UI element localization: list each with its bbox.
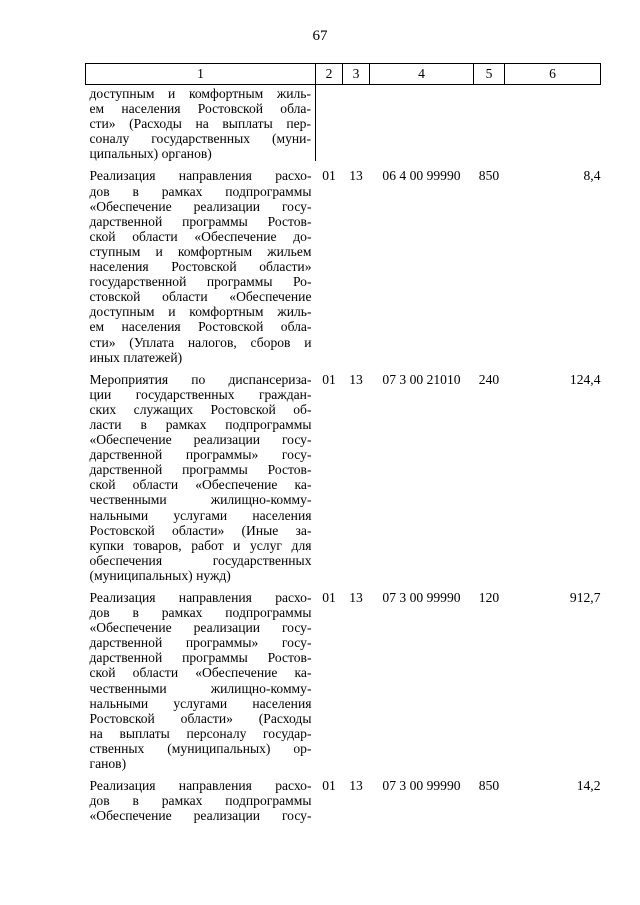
description-line: ласти в рамках подпрограммы [89,416,312,432]
header-col-1: 1 [86,64,316,85]
description-line: дов в рамках подпрограммы [89,183,312,199]
row-subsection-code [343,85,370,162]
header-col-5: 5 [474,64,505,85]
description-line: нальными услугами населения [89,695,312,711]
row-target-article: 07 3 00 21010 [382,371,461,387]
row-amount: 912,7 [569,590,601,605]
description-line: нальными услугами населения [89,507,312,523]
row-amount: 14,2 [576,778,601,794]
description-line: дарственной программы Ростов- [89,213,312,229]
row-section-code: 01 [322,168,336,184]
row-subsection-code: 13 [349,778,363,794]
description-line: купки товаров, работ и услуг для [89,537,312,553]
description-line: соналу государственных (муни- [89,131,311,147]
row-description [86,161,316,364]
table-row [86,771,601,823]
row-section-code: 01 [322,590,336,605]
header-col-4: 4 [370,64,474,85]
table-body [86,85,601,824]
description-line: сти» (Расходы на выплаты пер- [89,116,311,132]
row-expense-type: 850 [478,778,500,794]
description-line: Реализация направления расхо- [89,590,312,605]
row-amount: 124,4 [569,371,601,387]
description-line: «Обеспечение реализации госу- [89,432,312,448]
row-section-code [316,85,343,162]
header-col-3: 3 [343,64,370,85]
row-section-code: 01 [322,371,336,387]
row-amount [505,85,601,162]
table-row [86,161,601,364]
description-line: Ростовской области» (Иные за- [89,522,312,538]
description-line: дарственной программы Ростов- [89,462,312,478]
description-line: дарственной программы» госу- [89,635,312,651]
row-subsection-code: 13 [349,371,363,387]
description-line: Реализация направления расхо- [89,168,312,184]
description-line: обеспечения государственных [89,552,312,568]
description-line: дарственной программы» госу- [89,447,312,463]
row-expense-type: 850 [478,168,500,184]
description-line: ципальных) органов) [89,146,212,162]
description-line: ем населения Ростовской обла- [89,101,311,117]
table-row [86,365,601,583]
row-expense-type [474,85,505,162]
row-description [86,771,316,823]
row-section-code: 01 [322,778,336,794]
description-line: (муниципальных) нужд) [89,567,231,583]
row-target-article: 07 3 00 99990 [382,778,461,794]
page-number: 67 [312,28,328,44]
description-line: ской области «Обеспечение ка- [89,665,312,681]
description-line: Ростовской области» (Расходы [89,710,312,726]
description-line: дов в рамках подпрограммы [89,793,312,809]
header-col-2: 2 [316,64,343,85]
description-line: доступным и комфортным жиль- [89,86,311,101]
description-line: иных платежей) [89,349,183,365]
row-target-article: 06 4 00 99990 [382,168,461,184]
description-line: чественными жилищно-комму- [89,492,312,508]
description-line: на выплаты персоналу государ- [89,725,312,741]
description-line: «Обеспечение реализации госу- [89,198,312,214]
row-subsection-code: 13 [349,590,363,605]
table-header-row [86,64,601,85]
description-line: ганов) [89,756,127,772]
description-line: «Обеспечение реализации госу- [89,620,312,636]
description-line: дарственной программы Ростов- [89,650,312,666]
description-line: ем населения Ростовской обла- [89,319,312,335]
row-description [86,365,316,583]
row-subsection-code: 13 [349,168,363,184]
budget-table [85,63,601,823]
row-target-article: 07 3 00 99990 [382,590,461,605]
description-line: Мероприятия по диспансериза- [89,371,312,387]
description-line: ских служащих Ростовской об- [89,401,312,417]
description-line: Реализация направления расхо- [89,778,312,794]
table-row [86,85,601,162]
table-row [86,583,601,771]
description-line: населения Ростовской области» [89,259,312,275]
row-description [86,583,316,771]
description-line: ции государственных граждан- [89,386,312,402]
description-line: доступным и комфортным жиль- [89,304,312,320]
description-line: государственной программы Ро- [89,274,312,290]
row-expense-type: 240 [478,371,500,387]
row-target-article [370,85,474,162]
header-col-6: 6 [505,64,601,85]
description-line: чественными жилищно-комму- [89,680,312,696]
description-line: сти» (Уплата налогов, сборов и [89,334,312,350]
row-description [86,85,316,162]
description-line: «Обеспечение реализации госу- [89,808,312,824]
description-line: ственных (муниципальных) ор- [89,740,312,756]
row-amount: 8,4 [583,168,601,184]
description-line: ской области «Обеспечение до- [89,228,312,244]
description-line: дов в рамках подпрограммы [89,605,312,621]
description-line: стовской области «Обеспечение [89,289,312,305]
description-line: ской области «Обеспечение ка- [89,477,312,493]
description-line: ступным и комфортным жильем [89,243,312,259]
row-expense-type: 120 [478,590,500,605]
